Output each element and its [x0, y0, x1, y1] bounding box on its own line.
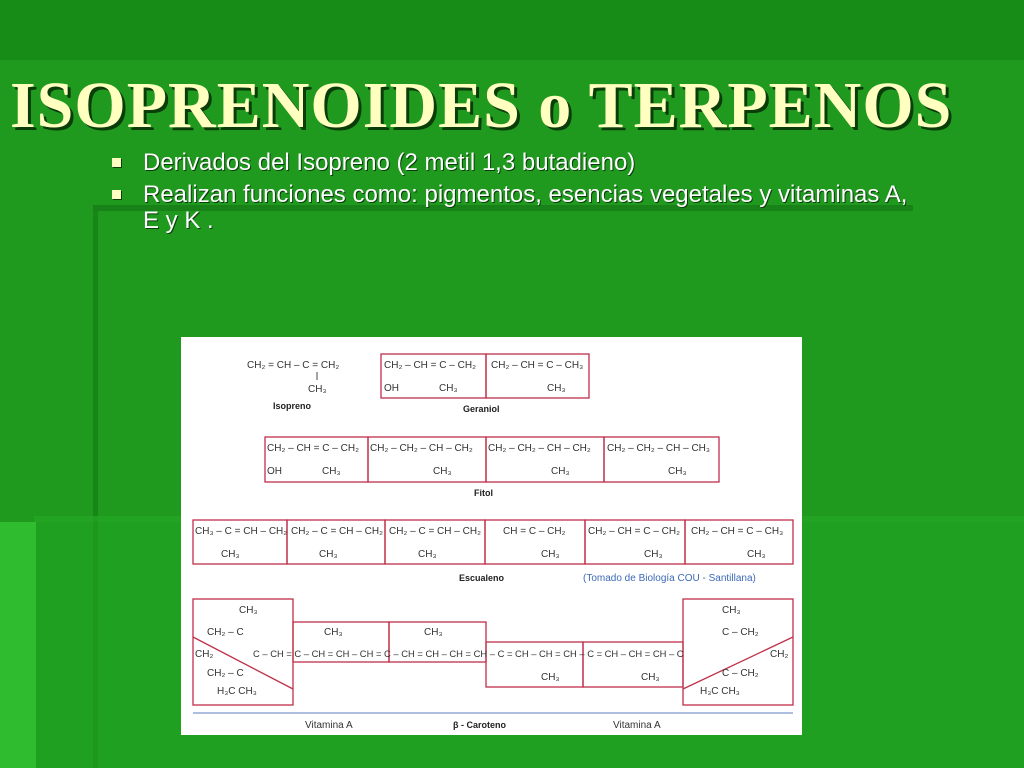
decor-stripe	[0, 0, 1024, 60]
ring-left-top: CH₃	[239, 605, 258, 616]
square-bullet-icon	[112, 190, 121, 199]
ring-left-r1: CH₂ – C	[207, 627, 244, 638]
ring-right-r3: C – CH₂	[722, 668, 759, 679]
ring-right-r1: C – CH₂	[722, 627, 759, 638]
bullet-list	[110, 150, 910, 240]
fitol-unit: CH₂ – CH = C – CH₂	[267, 443, 359, 454]
page-title: ISOPRENOIDES o TERPENOS	[10, 69, 953, 142]
fitol-unit: CH₂ – CH₂ – CH – CH₂	[488, 443, 591, 454]
ring-right-r2: CH₂	[770, 649, 789, 660]
caroteno-diagonal	[683, 637, 793, 689]
fitol-unit: CH₂ – CH₂ – CH – CH₃	[607, 443, 710, 454]
bullet-item	[110, 150, 910, 176]
escualeno-unit: CH₃ – C = CH – CH₂	[195, 526, 288, 537]
isopreno-chain: CH₂ = CH – C = CH₂	[247, 360, 340, 371]
bullet-text: Derivados del Isopreno (2 metil 1,3 butadieno)	[143, 149, 636, 176]
fitol-sub: CH₃	[551, 466, 570, 477]
ring-right-r4: H₃C CH₃	[700, 686, 740, 697]
isopreno-label: Isopreno	[273, 401, 312, 411]
escualeno-sub: CH₃	[541, 549, 560, 560]
ring-left-r4: H₃C CH₃	[217, 686, 257, 697]
geraniol-sub: CH₃	[547, 383, 566, 394]
escualeno-sub: CH₃	[221, 549, 240, 560]
bullet-item	[110, 182, 910, 234]
ring-left-r2: CH₂	[195, 649, 214, 660]
escualeno-unit: CH₂ – C = CH – CH₂	[389, 526, 481, 537]
escualeno-label: Escualeno	[459, 573, 505, 583]
escualeno-sub: CH₃	[418, 549, 437, 560]
caroteno-structure	[193, 599, 793, 731]
fitol-unit: CH₂ – CH₂ – CH – CH₂	[370, 443, 473, 454]
geraniol-unit: CH₂ – CH = C – CH₂	[384, 360, 476, 371]
geraniol-sub: CH₃	[439, 383, 458, 394]
caroteno-methyl: CH₃	[641, 672, 660, 683]
geraniol-unit: CH₂ – CH = C – CH₃	[491, 360, 584, 371]
caroteno-methyl: CH₃	[424, 627, 443, 638]
caroteno-label: β - Caroteno	[453, 720, 506, 730]
escualeno-unit: CH₂ – C = CH – CH₂	[291, 526, 383, 537]
fitol-structure	[265, 437, 719, 498]
escualeno-unit: CH₂ – CH = C – CH₂	[588, 526, 680, 537]
vitamina-a-label: Vitamina A	[613, 720, 661, 731]
geraniol-sub: OH	[384, 383, 399, 394]
ring-right-top: CH₃	[722, 605, 741, 616]
fitol-sub: CH₃	[433, 466, 452, 477]
chemical-structures-figure	[181, 337, 802, 735]
structures-svg	[181, 337, 802, 735]
fitol-label: Fitol	[474, 488, 493, 498]
fitol-sub: OH	[267, 466, 282, 477]
caroteno-methyl: CH₃	[324, 627, 343, 638]
geraniol-structure	[381, 354, 589, 414]
fitol-sub: CH₃	[322, 466, 341, 477]
source-credit: (Tomado de Biología COU - Santillana)	[583, 573, 756, 584]
escualeno-sub: CH₃	[319, 549, 338, 560]
escualeno-unit: CH = C – CH₂	[503, 526, 566, 537]
caroteno-methyl: CH₃	[541, 672, 560, 683]
escualeno-structure	[193, 520, 793, 584]
bullet-text: Realizan funciones como: pigmentos, esencias vegetales y vitaminas A, E y K .	[143, 181, 908, 234]
escualeno-sub: CH₃	[644, 549, 663, 560]
isopreno-structure	[247, 360, 339, 411]
ring-left-r3: CH₂ – C	[207, 668, 244, 679]
escualeno-sub: CH₃	[747, 549, 766, 560]
caroteno-chain: C – CH = C – CH = CH – CH = C – CH = CH – CH = CH – C = CH – CH = CH – C = CH – CH = CH – C	[253, 648, 684, 659]
escualeno-unit: CH₂ – CH = C – CH₃	[691, 526, 784, 537]
square-bullet-icon	[112, 158, 121, 167]
caroteno-diagonal	[193, 637, 293, 689]
fitol-sub: CH₃	[668, 466, 687, 477]
isopreno-branch: CH₃	[308, 384, 327, 395]
vitamina-a-label: Vitamina A	[305, 720, 353, 731]
geraniol-label: Geraniol	[463, 404, 500, 414]
decor-stripe	[0, 522, 36, 768]
